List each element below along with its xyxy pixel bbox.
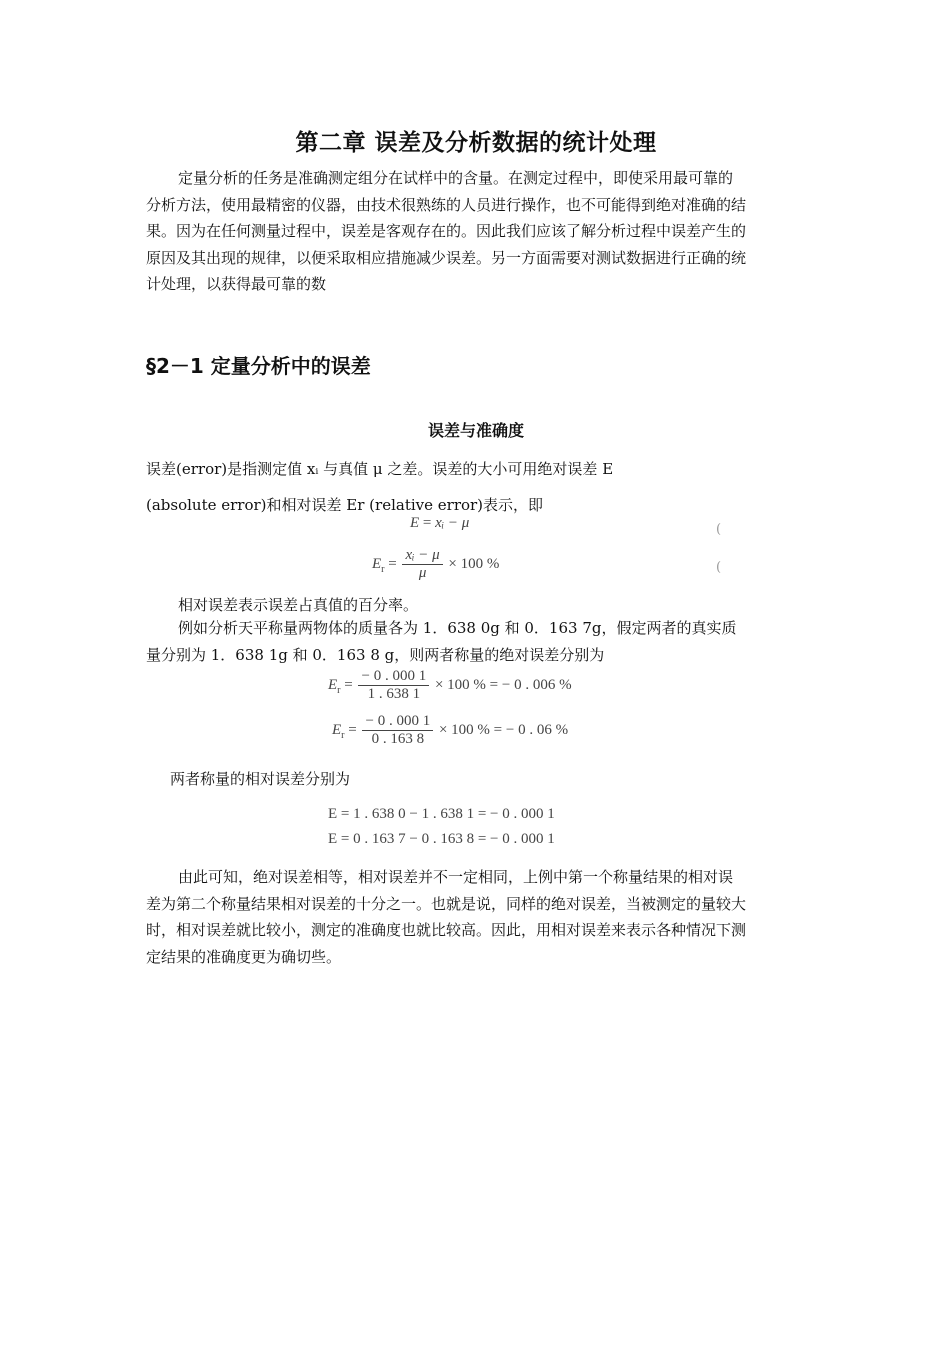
formula-tail: × 100 % (448, 555, 500, 572)
page-title: 第二章 误差及分析数据的统计处理 (295, 130, 657, 156)
fraction (358, 668, 429, 703)
formula-lhs-sub: r (341, 729, 345, 741)
denominator: μ (418, 565, 427, 581)
numerator: xᵢ − μ (402, 547, 442, 565)
section-heading: §2－1 定量分析中的误差 (146, 354, 371, 378)
formula-example-1 (328, 668, 572, 703)
relative-error-description: 相对误差表示误差占真值的百分率。 (178, 596, 419, 614)
numerator: − 0 . 000 1 (362, 713, 433, 731)
formula-eq: = (422, 515, 432, 531)
formula-lhs: E (328, 676, 338, 693)
conclusion-paragraph: 由此可知，绝对误差相等，相对误差并不一定相同，上例中第一个称量结果的相对误差为第二个称量结果相对误差的十分之一。也就是说，同样的绝对误差，当被测定的量较大时，相对误差就比较小，测定的准确度也就比较高。因此，用相对误差来表示各种情况下测定结果的准确度更为确切些。 (146, 868, 747, 966)
example-paragraph: 例如分析天平称量两物体的质量各为 1．638 0g 和 0．163 7g，假定两者的真实质量分别为 1．638 1g 和 0．163 8 g，则两者称量的绝对误差分别为 (146, 619, 737, 664)
formula-abs-error-2: E = 0 . 163 7 − 0 . 163 8 = − 0 . 000 1 (328, 831, 555, 847)
formula-relative-error (372, 547, 499, 582)
formula-lhs: E (372, 555, 382, 572)
denominator: 1 . 638 1 (367, 686, 421, 702)
equation-number-paren: ( (716, 522, 722, 537)
fraction (402, 547, 442, 582)
subsection-heading: 误差与准确度 (427, 421, 524, 440)
fraction (362, 713, 433, 748)
formula-lhs: E (332, 721, 342, 738)
numerator: − 0 . 000 1 (358, 668, 429, 686)
definition-line-1: 误差(error)是指测定值 xᵢ 与真值 μ 之差。误差的大小可用绝对误差 E (146, 460, 614, 478)
formula-absolute-error (410, 515, 469, 532)
denominator: 0 . 163 8 (371, 731, 425, 747)
formula-eq: = (344, 676, 353, 693)
intro-paragraph: 定量分析的任务是准确测定组分在试样中的含量。在测定过程中，即使采用最可靠的分析方法，使用最精密的仪器，由技术很熟练的人员进行操作，也不可能得到绝对准确的结果。因为在任何测量过程中，误差是客观存在的。因此我们应该了解分析过程中误差产生的原因及其出现的规律，以便采取相应措施减少误差。另一方面需要对测试数据进行正确的统计处理，以获得最可靠的数 (146, 169, 747, 293)
relative-error-intro: 两者称量的相对误差分别为 (170, 770, 351, 788)
formula-rhs: xᵢ − μ (435, 515, 470, 531)
formula-lhs-sub: r (337, 684, 341, 696)
definition-line-2: (absolute error)和相对误差 Er (relative error)表示，即 (146, 496, 544, 514)
formula-lhs: E (410, 515, 420, 531)
formula-example-2 (332, 713, 568, 748)
formula-tail: × 100 % = − 0 . 06 % (438, 721, 569, 738)
formula-lhs-sub: r (381, 563, 385, 575)
equation-number-paren: ( (716, 560, 722, 575)
formula-eq: = (388, 555, 397, 572)
formula-tail: × 100 % = − 0 . 006 % (434, 676, 572, 693)
formula-abs-error-1: E = 1 . 638 0 − 1 . 638 1 = − 0 . 000 1 (328, 806, 555, 822)
formula-eq: = (348, 721, 357, 738)
